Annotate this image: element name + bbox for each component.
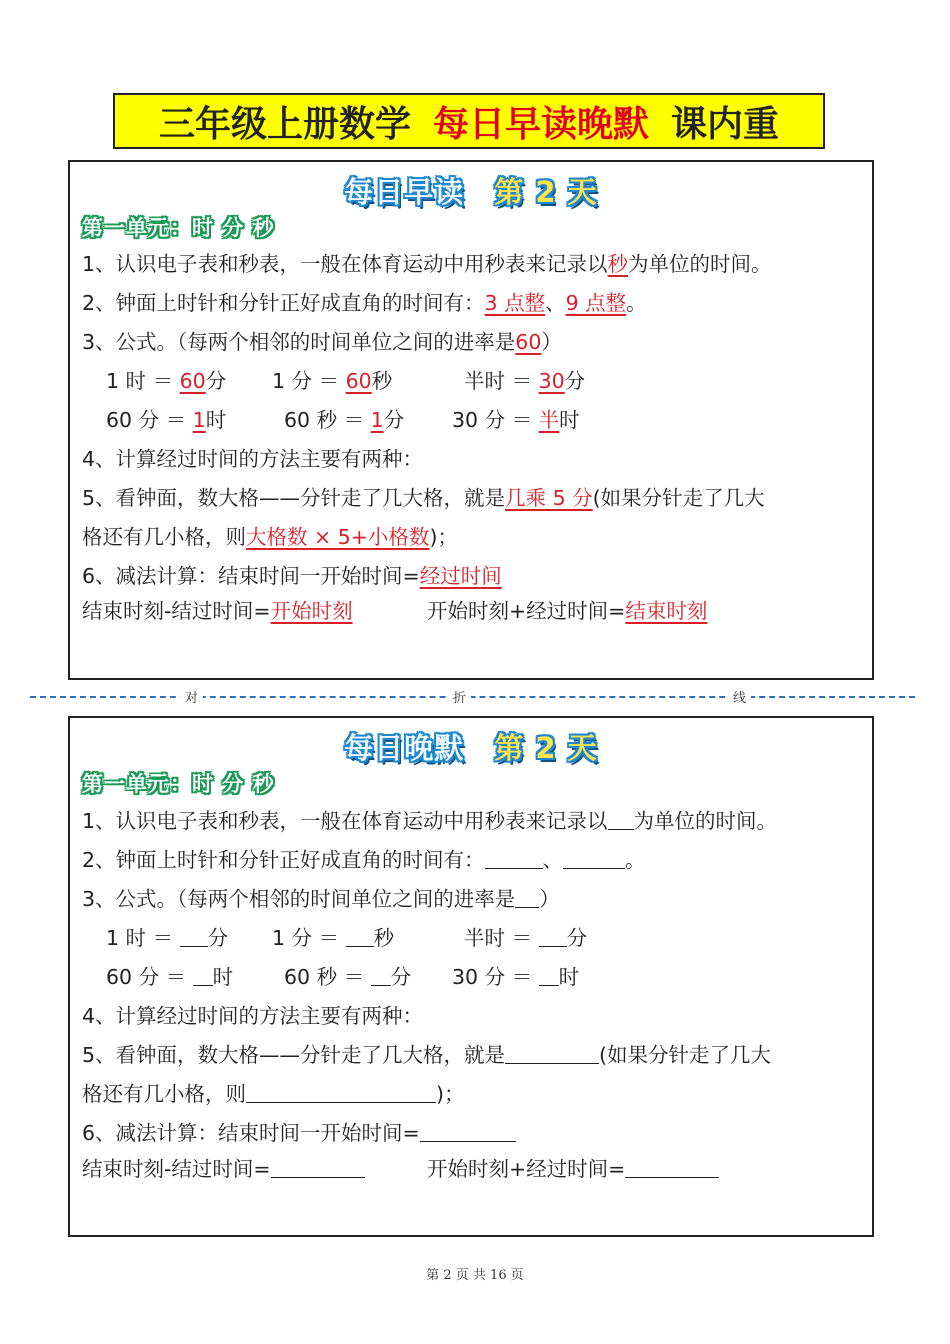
text: 分 (205, 369, 227, 393)
answer-blank[interactable] (180, 924, 208, 947)
answer-blank[interactable] (608, 807, 634, 830)
text: ） (539, 887, 560, 911)
answer-blank[interactable] (485, 846, 543, 869)
text: 1、认识电子表和秒表，一般在体育运动中用秒表来记录以 (82, 809, 608, 833)
evening-title-text: 每日晚默 (344, 731, 465, 765)
evening-item-1 (82, 806, 777, 836)
page-banner (113, 93, 825, 149)
evening-item-7b (427, 1154, 719, 1184)
evening-item-5 (82, 1040, 771, 1070)
answer: 1 (192, 408, 206, 432)
answer: 1 (370, 408, 384, 432)
answer-blank[interactable] (505, 1041, 599, 1064)
evening-formula (284, 962, 411, 992)
morning-item-7 (82, 596, 353, 626)
text: 时 (558, 965, 580, 989)
text: 、 (542, 848, 564, 872)
morning-title (70, 170, 872, 211)
answer: 3 点整 (484, 291, 546, 315)
banner-highlight: 每日早读晚默 (432, 102, 649, 145)
answer-blank[interactable] (625, 1155, 719, 1178)
text: 、 (545, 291, 566, 315)
evening-formula (452, 962, 579, 992)
evening-item-7 (82, 1154, 365, 1184)
text: 分 (564, 369, 586, 393)
morning-item-6 (82, 561, 502, 591)
evening-formula (272, 923, 394, 953)
answer: 经过时间 (419, 564, 502, 588)
evening-item-3 (82, 884, 560, 914)
answer: 秒 (607, 252, 629, 276)
evening-unit-heading: 第一单元：时 分 秒 (82, 772, 275, 796)
answer: 60 (179, 369, 206, 393)
answer-blank[interactable] (346, 924, 374, 947)
banner-title: 三年级上册数学 (158, 102, 411, 145)
text: )； (429, 525, 458, 549)
answer-blank[interactable] (271, 1155, 365, 1178)
morning-item-3 (82, 327, 562, 357)
morning-formula (106, 366, 226, 396)
page-number: 第 2 页 共 16 页 (426, 1268, 524, 1283)
text: (如果分针走了几大 (599, 1043, 772, 1067)
morning-formula (284, 405, 404, 435)
morning-item-5-cont (82, 522, 458, 552)
answer-blank[interactable] (371, 963, 391, 986)
evening-dictation-panel (68, 716, 874, 1237)
answer: 30 (538, 369, 565, 393)
text: 1 时 ＝ (106, 926, 174, 950)
text: 60 分 ＝ (106, 408, 187, 432)
text: (如果分针走了几大 (592, 486, 765, 510)
text: 为单位的时间。 (628, 252, 772, 276)
evening-item-4: 4、计算经过时间的方法主要有两种： (82, 1004, 424, 1028)
evening-formula (464, 923, 587, 953)
text: 6、减法计算：结束时间一开始时间= (82, 564, 420, 588)
text: 1 分 ＝ (272, 369, 340, 393)
evening-formula (106, 962, 233, 992)
text: 60 分 ＝ (106, 965, 187, 989)
morning-item-5 (82, 483, 765, 513)
text: 1 分 ＝ (272, 926, 340, 950)
morning-item-7b (427, 596, 707, 626)
morning-day: 第 2 天 (494, 175, 598, 209)
morning-formula (106, 405, 226, 435)
text: 格还有几小格，则 (82, 525, 246, 549)
text: 结束时刻-结过时间= (82, 599, 271, 623)
text: 60 秒 ＝ (284, 965, 365, 989)
text: 分 (207, 926, 229, 950)
evening-item-2 (82, 845, 646, 875)
text: 半时 ＝ (464, 369, 533, 393)
answer: 结束时刻 (625, 599, 708, 623)
evening-title (70, 726, 872, 767)
text: 结束时刻-结过时间= (82, 1157, 271, 1181)
text: 格还有几小格，则 (82, 1082, 246, 1106)
text: 60 秒 ＝ (284, 408, 365, 432)
text: 2、钟面上时针和分针正好成直角的时间有： (82, 848, 485, 872)
morning-title-text: 每日早读 (344, 175, 465, 209)
morning-unit-heading: 第一单元：时 分 秒 (82, 216, 275, 240)
text: 3、公式。（每两个相邻的时间单位之间的进率是 (82, 330, 516, 354)
text: 秒 (373, 926, 395, 950)
morning-item-4: 4、计算经过时间的方法主要有两种： (82, 447, 424, 471)
text: 2、钟面上时针和分针正好成直角的时间有： (82, 291, 485, 315)
text: )； (436, 1082, 465, 1106)
text: 1、认识电子表和秒表，一般在体育运动中用秒表来记录以 (82, 252, 608, 276)
text: 3、公式。（每两个相邻的时间单位之间的进率是 (82, 887, 516, 911)
morning-formula (272, 366, 392, 396)
text: 5、看钟面，数大格——分针走了几大格，就是 (82, 486, 506, 510)
morning-item-2 (82, 288, 647, 318)
text: 时 (212, 965, 234, 989)
answer: 大格数 × 5+小格数 (246, 525, 430, 549)
answer-blank[interactable] (539, 963, 559, 986)
answer-blank[interactable] (563, 846, 625, 869)
answer: 60 (515, 330, 542, 354)
text: 时 (205, 408, 227, 432)
answer: 半 (538, 408, 560, 432)
text: 1 时 ＝ (106, 369, 174, 393)
banner-suffix: 课内重 (671, 102, 780, 145)
answer-blank[interactable] (420, 1119, 516, 1142)
text: 。 (626, 291, 647, 315)
answer: 开始时刻 (270, 599, 353, 623)
text: 开始时刻+经过时间= (427, 1157, 626, 1181)
morning-formula (464, 366, 585, 396)
text: 30 分 ＝ (452, 965, 533, 989)
answer: 9 点整 (565, 291, 627, 315)
text: 。 (625, 848, 646, 872)
morning-reading-panel (68, 160, 874, 680)
text: 6、减法计算：结束时间一开始时间= (82, 1121, 420, 1145)
answer-blank[interactable] (539, 924, 567, 947)
text: 分 (390, 965, 412, 989)
fold-label: 线 (728, 687, 751, 706)
text: ） (541, 330, 562, 354)
text: 半时 ＝ (464, 926, 533, 950)
text: 5、看钟面，数大格——分针走了几大格，就是 (82, 1043, 506, 1067)
answer-blank[interactable] (193, 963, 213, 986)
answer-blank[interactable] (246, 1080, 436, 1103)
answer: 60 (345, 369, 372, 393)
text: 为单位的时间。 (633, 809, 778, 833)
fold-label: 对 (180, 687, 203, 706)
text: 秒 (371, 369, 393, 393)
fold-line (30, 696, 915, 698)
answer: 几乘 5 分 (505, 486, 593, 510)
evening-item-5-cont (82, 1079, 465, 1109)
text: 时 (559, 408, 580, 432)
evening-formula (106, 923, 228, 953)
text: 分 (566, 926, 588, 950)
text: 开始时刻+经过时间= (427, 599, 626, 623)
text: 30 分 ＝ (452, 408, 533, 432)
answer-blank[interactable] (515, 885, 539, 908)
fold-label: 折 (448, 687, 471, 706)
morning-formula (452, 405, 580, 435)
evening-item-6 (82, 1118, 516, 1148)
morning-item-1 (82, 249, 772, 279)
text: 分 (383, 408, 405, 432)
evening-day: 第 2 天 (494, 731, 598, 765)
